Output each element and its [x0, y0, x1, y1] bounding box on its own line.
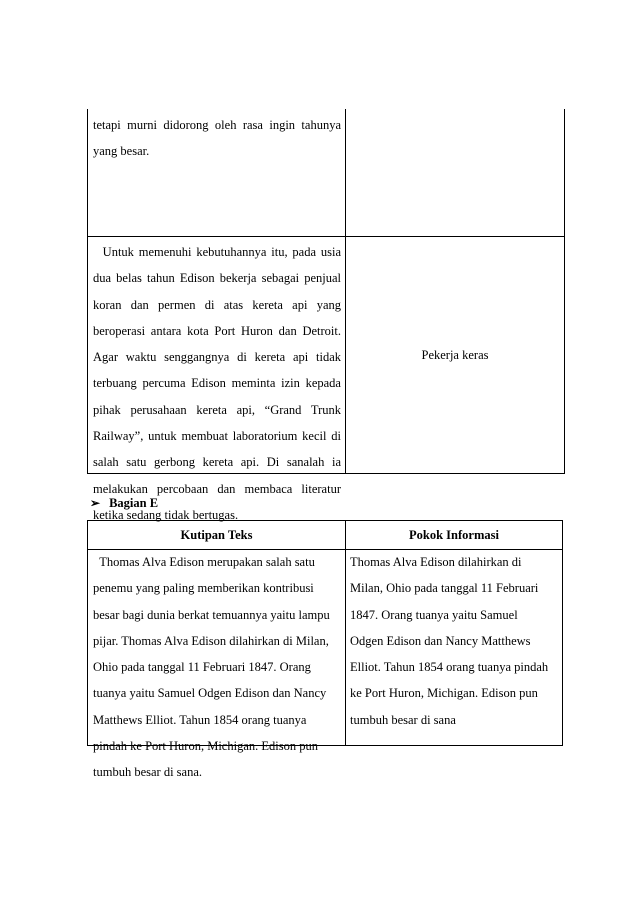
arrow-bullet-icon: ➢: [90, 496, 101, 510]
text-line: Thomas Alva Edison merupakan salah satu: [93, 555, 315, 569]
info-cell: [346, 237, 564, 473]
header-pokok-informasi: Pokok Informasi: [409, 527, 499, 542]
text-line: pindah ke Port Huron, Michigan. Edison pun: [93, 739, 318, 754]
section-title: Bagian E: [109, 496, 159, 510]
quote-cell: [88, 109, 346, 236]
bagian-e-table: [87, 520, 563, 780]
text-line: Milan, Ohio pada tanggal 11 Februari: [350, 581, 539, 596]
text-line: Ohio pada tanggal 11 Februari 1847. Orang: [93, 660, 311, 675]
text-line: 1847. Orang tuanya yaitu Samuel: [350, 607, 518, 622]
table-header-row: [88, 521, 562, 550]
text-line: tumbuh besar di sana.: [93, 765, 203, 780]
quote-text: tetapi murni didorong oleh rasa ingin tahunya yang besar.: [93, 118, 341, 159]
info-text: Pekerja keras: [421, 347, 489, 362]
text-line: Matthews Elliot. Tahun 1854 orang tuanya: [93, 712, 307, 727]
quote-text: Untuk memenuhi kebutuhannya itu, pada usia dua belas tahun Edison bekerja sebagai penjual koran dan permen di atas kereta api yang beroperasi antara kota Port Huron dan Detroit. Agar waktu senggangnya di kereta api tidak terbuang percuma Edison meminta izin kepada pihak perusahaan kereta api, “Grand Trunk Railway”, untuk membuat laboratorium kecil di salah satu gerbong kereta api. Di sanalah ia melakukan percobaan dan membaca literatur ketika sedang tidak bertugas.: [93, 245, 341, 522]
quote-text: [93, 549, 341, 786]
section-heading: [90, 496, 158, 511]
info-text: [350, 549, 556, 733]
text-line: tuanya yaitu Samuel Odgen Edison dan Nancy: [93, 686, 327, 701]
quote-cell: [88, 550, 346, 780]
text-line: Elliot. Tahun 1854 orang tuanya pindah: [350, 660, 549, 675]
text-line: ke Port Huron, Michigan. Edison pun: [350, 686, 538, 701]
table-row: [88, 109, 564, 236]
text-line: Odgen Edison dan Nancy Matthews: [350, 633, 531, 648]
text-line: tumbuh besar di sana: [350, 712, 456, 727]
text-line: penemu yang paling memberikan kontribusi: [93, 581, 314, 596]
info-cell: [346, 109, 564, 236]
header-kutipan-teks: Kutipan Teks: [88, 521, 346, 549]
text-line: pijar. Thomas Alva Edison dilahirkan di Milan,: [93, 633, 329, 648]
table-row: [88, 550, 562, 780]
info-cell: [346, 550, 562, 745]
text-line: Thomas Alva Edison dilahirkan di: [350, 555, 522, 569]
text-line: besar bagi dunia berkat temuannya yaitu lampu: [93, 607, 330, 622]
